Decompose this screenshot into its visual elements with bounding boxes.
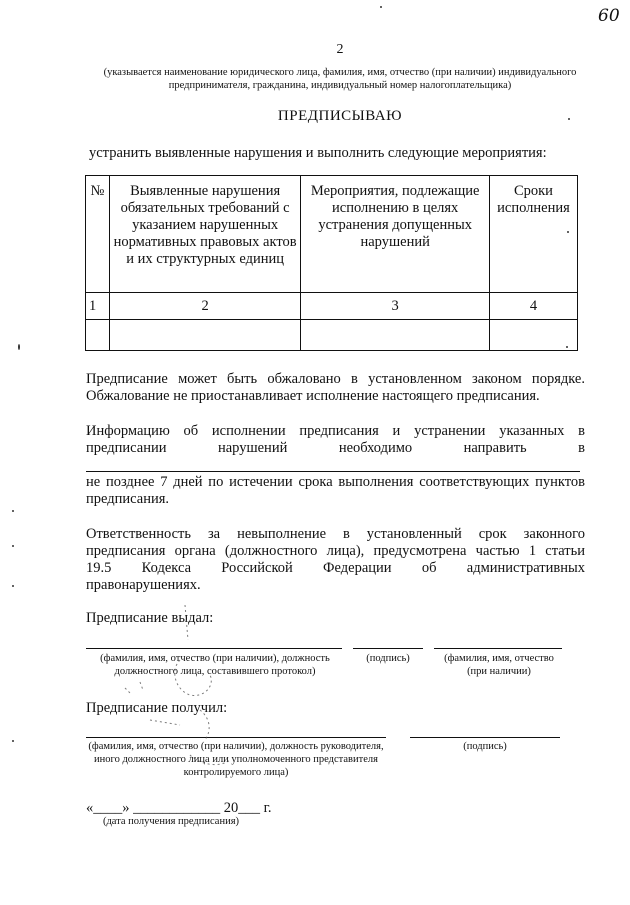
issued-signature-caption: (подпись) <box>366 653 410 664</box>
info-paragraph-line2: предписании нарушений необходимо направить в <box>86 440 585 456</box>
violations-table <box>85 175 578 351</box>
issued-label: Предписание выдал: <box>86 610 214 626</box>
caption-line: должностного лица, составившего протокол) <box>114 666 316 677</box>
issued-name2-caption <box>426 652 572 678</box>
handwritten-page-number: 60 <box>598 6 620 26</box>
appeal-paragraph <box>86 371 585 405</box>
table-cell <box>86 320 110 351</box>
appeal-line: Обжалование не приостанавливает исполнение настоящего предписания. <box>86 388 540 404</box>
info-paragraph-line1: Информацию об исполнении предписания и устранении указанных в <box>86 423 585 439</box>
scan-speck <box>12 740 14 742</box>
caption-line: (фамилия, имя, отчество (при наличии), должность <box>100 653 330 664</box>
table-cell: 3 <box>301 293 490 320</box>
table-cell <box>489 320 577 351</box>
table-row-empty <box>86 320 578 351</box>
header-number: № <box>86 176 110 293</box>
responsibility-line: предписания органа (должностного лица), предусмотрена частью 1 статьи <box>86 543 585 559</box>
info-paragraph-continuation <box>86 474 585 508</box>
received-signature-line <box>410 737 560 738</box>
table-cell: 4 <box>489 293 577 320</box>
document-title: ПРЕДПИСЫВАЮ <box>277 108 403 124</box>
responsibility-line: правонарушениях. <box>86 577 201 593</box>
table-cell <box>301 320 490 351</box>
issued-signature-line <box>353 648 423 649</box>
caption-line: (при наличии) <box>467 666 531 677</box>
responsibility-line: 19.5 Кодекса Российской Федерации об административных <box>86 560 585 576</box>
page-number: 2 <box>336 42 344 57</box>
table-header-row <box>86 176 578 293</box>
scan-speck <box>567 231 569 233</box>
table-cell: 1 <box>86 293 110 320</box>
scan-speck <box>12 545 14 547</box>
info-fill-line <box>86 471 580 472</box>
header-caption-line: предпринимателя, гражданина, индивидуальный номер налогоплательщика) <box>168 80 512 91</box>
caption-line: контролируемого лица) <box>183 767 289 778</box>
scan-speck <box>380 6 382 8</box>
scan-speck <box>12 585 14 587</box>
faint-stamp-mark <box>110 600 270 780</box>
received-signature-caption: (подпись) <box>463 741 507 752</box>
caption-line: (фамилия, имя, отчество (при наличии), должность руководителя, <box>88 741 384 752</box>
appeal-line: Предписание может быть обжаловано в установленном законом порядке. <box>86 371 585 387</box>
table-row <box>86 293 578 320</box>
header-deadlines: Сроки исполнения <box>489 176 577 293</box>
responsibility-line: Ответственность за невыполнение в установленный срок законного <box>86 526 585 542</box>
date-caption: (дата получения предписания) <box>102 816 240 827</box>
date-line: «____» ____________ 20___ г. <box>86 800 272 816</box>
header-measures: Мероприятия, подлежащие исполнению в целях устранения допущенных нарушений <box>301 176 490 293</box>
table-cell: 2 <box>109 293 301 320</box>
intro-text: устранить выявленные нарушения и выполнить следующие мероприятия: <box>89 145 547 161</box>
issued-name2-line <box>434 648 562 649</box>
info-line: предписания. <box>86 491 170 507</box>
caption-line: иного должностного лица или уполномоченного представителя <box>94 754 378 765</box>
header-caption <box>80 66 600 92</box>
scan-speck <box>18 344 20 350</box>
table-cell <box>109 320 301 351</box>
scan-speck <box>12 510 14 512</box>
responsibility-paragraph <box>86 526 585 594</box>
scan-speck <box>566 346 568 348</box>
header-violations: Выявленные нарушения обязательных требований с указанием нарушенных нормативных правовых актов и их структурных единиц <box>109 176 301 293</box>
header-caption-line: (указывается наименование юридического лица, фамилия, имя, отчество (при наличии) индивидуального <box>103 67 577 78</box>
caption-line: (фамилия, имя, отчество <box>444 653 554 664</box>
scan-speck <box>568 118 570 120</box>
received-label: Предписание получил: <box>86 700 228 716</box>
info-line: не позднее 7 дней по истечении срока выполнения соответствующих пунктов <box>86 474 585 490</box>
